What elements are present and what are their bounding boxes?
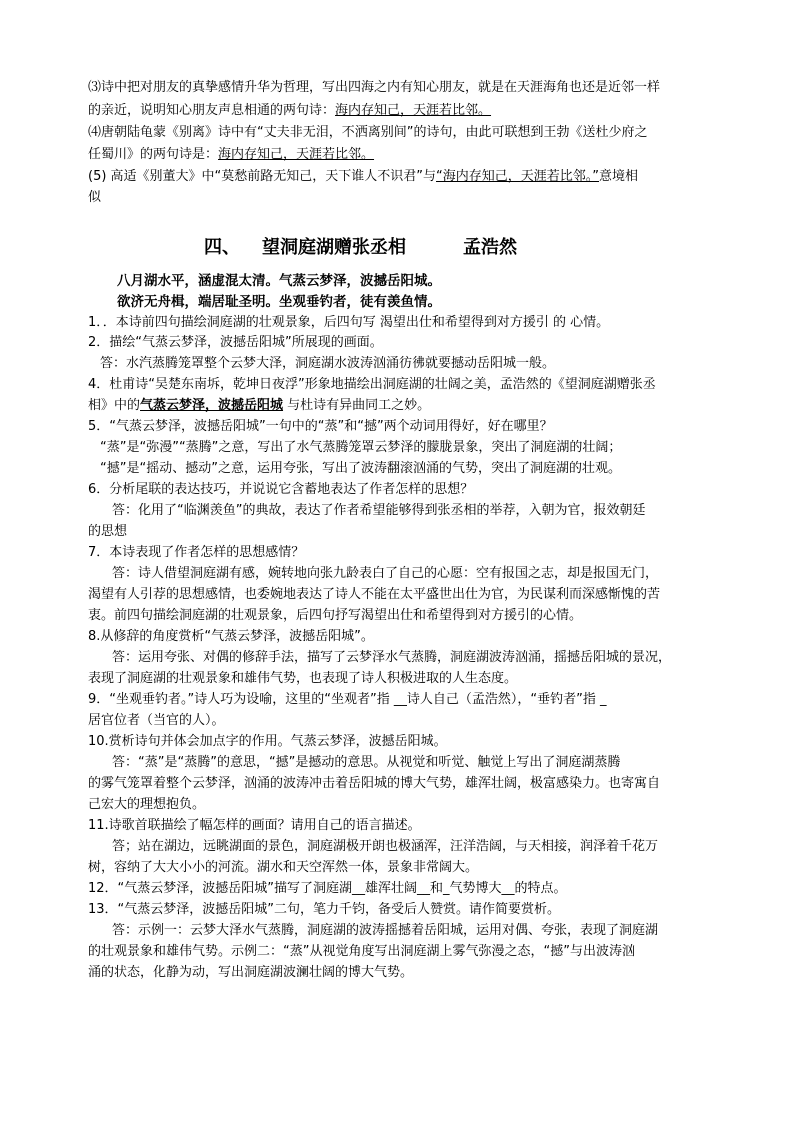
item-11-answer-2: 树，容纳了大大小小的河流。湖水和天空浑然一体，景象非常阔大。: [88, 860, 479, 875]
item-6: 6．分析尾联的表达技巧，并说说它含蓄地表达了作者怎样的思想？: [88, 482, 474, 497]
item-2: 2．描绘“气蒸云梦泽，波撼岳阳城”所展现的画面。: [88, 335, 383, 350]
q5-line2: 似: [88, 190, 102, 205]
poem-title: 望洞庭湖赠张丞相: [262, 237, 406, 258]
q5-line1: [88, 168, 638, 186]
item-5-answer-2: “撼”是“摇动、撼动”之意，运用夸张，写出了波涛翻滚汹涌的气势，突出了洞庭湖的壮观。: [100, 461, 621, 476]
item-4-line2: [88, 397, 430, 415]
item-5-answer-1: “蒸”是“弥漫”“蒸腾”之意，写出了水气蒸腾笼罩云梦泽的朦胧景象，突出了洞庭湖的壮阔；: [100, 440, 622, 455]
item-6-answer-1: 答：化用了“临渊羡鱼”的典故，表达了作者希望能够得到张丞相的举荐，入朝为官，报效朝廷: [112, 503, 646, 518]
q5-suffix: 意境相: [599, 169, 639, 184]
poem-author: 孟浩然: [463, 237, 517, 258]
item-8: 8.从修辞的角度赏析“气蒸云梦泽，波撼岳阳城”。: [88, 629, 374, 644]
item-4-prompt: 相》中的: [88, 398, 141, 413]
item-13: 13．“气蒸云梦泽，波撼岳阳城”二句，笔力千钧，备受后人赞赏。请作简要赏析。: [88, 902, 561, 917]
item-2-answer: 答：水汽蒸腾笼罩整个云梦大泽，洞庭湖水波涛汹涌彷彿就要撼动岳阳城一般。: [100, 356, 556, 371]
section-number: 四、: [204, 237, 240, 258]
item-4-suffix: 与杜诗有异曲同工之妙。: [283, 398, 431, 413]
q5-prompt: (5) 高适《别董大》中“莫愁前路无知己，天下谁人不识君”与: [88, 169, 437, 184]
item-4-line1: 4．杜甫诗“吴楚东南坼，乾坤日夜浮”形象地描绘出洞庭湖的壮阔之美，孟浩然的《望洞庭湖赠张丞: [88, 377, 656, 392]
item-10-answer-1: 答：“蒸”是“蒸腾”的意思，“撼”是撼动的意思。从视觉和听觉、触觉上写出了洞庭湖蒸腾: [112, 755, 621, 770]
item-4-answer: 气蒸云梦泽，波撼岳阳城: [140, 398, 284, 413]
item-6-answer-2: 的思想: [88, 524, 128, 539]
item-13-answer-2: 的壮观景象和雄伟气势。示例二：“蒸”从视觉角度写出洞庭湖上雾气弥漫之态，“撼”与出波涛汹: [88, 944, 635, 959]
item-12: 12．“气蒸云梦泽，波撼岳阳城”描写了洞庭湖__雄浑壮阔__和_气势博大__的特点。: [88, 881, 567, 896]
item-13-answer-3: 涌的状态，化静为动，写出洞庭湖波澜壮阔的博大气势。: [88, 965, 414, 980]
item-11-answer-1: 答；站在湖边，远眺湖面的景色，洞庭湖极开朗也极涵浑，汪洋浩阔，与天相接，润泽着千花万: [112, 839, 659, 854]
item-7-answer-2: 渴望有人引荐的思想感情，也委婉地表达了诗人不能在太平盛世出仕为官，为民谋利而深感惭愧的苦: [88, 587, 661, 602]
q3-line2: [88, 102, 491, 120]
item-10: 10.赏析诗句并体会加点字的作用。气蒸云梦泽，波撼岳阳城。: [88, 734, 447, 749]
q4-line1: ⑷唐朝陆龟蒙《别离》诗中有“丈夫非无泪，不洒离别间”的诗句，由此可联想到王勃《送杜少府之: [88, 125, 648, 140]
q4-prompt: 任蜀川》的两句诗是：: [88, 147, 219, 162]
item-13-answer-1: 答：示例一：云梦大泽水气蒸腾，洞庭湖的波涛摇撼着岳阳城，运用对偶、夸张，表现了洞庭湖: [112, 923, 659, 938]
item-7-answer-1: 答：诗人借望洞庭湖有感，婉转地向张九龄表白了自己的心愿：空有报国之志，却是报国无门，: [112, 566, 659, 581]
q5-answer: “海内存知己，天涯若比邻。”: [436, 169, 600, 184]
item-8-answer-2: 表现了洞庭湖的壮观景象和雄伟气势，也表现了诗人积极进取的人生态度。: [88, 671, 518, 686]
item-11: 11.诗歌首联描绘了幅怎样的画面？请用自己的语言描述。: [88, 818, 421, 833]
item-5: 5．“气蒸云梦泽，波撼岳阳城”一句中的“蒸”和“撼”两个动词用得好，好在哪里？: [88, 419, 553, 434]
item-8-answer-1: 答：运用夸张、对偶的修辞手法，描写了云梦泽水气蒸腾，洞庭湖波涛汹涌，摇撼岳阳城的景况，: [112, 650, 672, 665]
item-10-answer-3: 己宏大的理想抱负。: [88, 797, 206, 812]
item-9-line2: 居官位者（当官的人）。: [88, 713, 225, 728]
item-9-line1: 9．“坐观垂钓者。”诗人巧为设喻，这里的“坐观者”指 __诗人自己（孟浩然），“垂钓者”指 _: [88, 692, 607, 707]
item-7: 7．本诗表现了作者怎样的思想感情？: [88, 545, 305, 560]
poem-line-2: 欲济无舟楫，端居耻圣明。坐观垂钓者，徒有羡鱼情。: [117, 294, 441, 310]
q3-line1: ⑶诗中把对朋友的真挚感情升华为哲理，写出四海之内有知心朋友，就是在天涯海角也还是近邻一样: [88, 80, 661, 95]
q3-answer: 海内存知己，天涯若比邻。: [335, 103, 492, 118]
item-7-answer-3: 衷。前四句描绘洞庭湖的壮观景象，后四句抒写渴望出仕和希望得到对方援引的心情。: [88, 608, 583, 623]
item-10-answer-2: 的雾气笼罩着整个云梦泽，汹涌的波涛冲击着岳阳城的博大气势，雄浑壮阔，极富感染力。也寄寓自: [88, 776, 661, 791]
item-1: 1．．本诗前四句描绘洞庭湖的壮观景象，后四句写 渴望出仕和希望得到对方援引 的 心情。: [88, 315, 610, 330]
q3-prompt: 的亲近，说明知心朋友声息相通的两句诗：: [88, 103, 336, 118]
poem-line-1: 八月湖水平，涵虚混太清。气蒸云梦泽，波撼岳阳城。: [117, 273, 441, 289]
q4-answer: 海内存知己，天涯若比邻。: [218, 147, 375, 162]
q4-line2: [88, 146, 374, 164]
